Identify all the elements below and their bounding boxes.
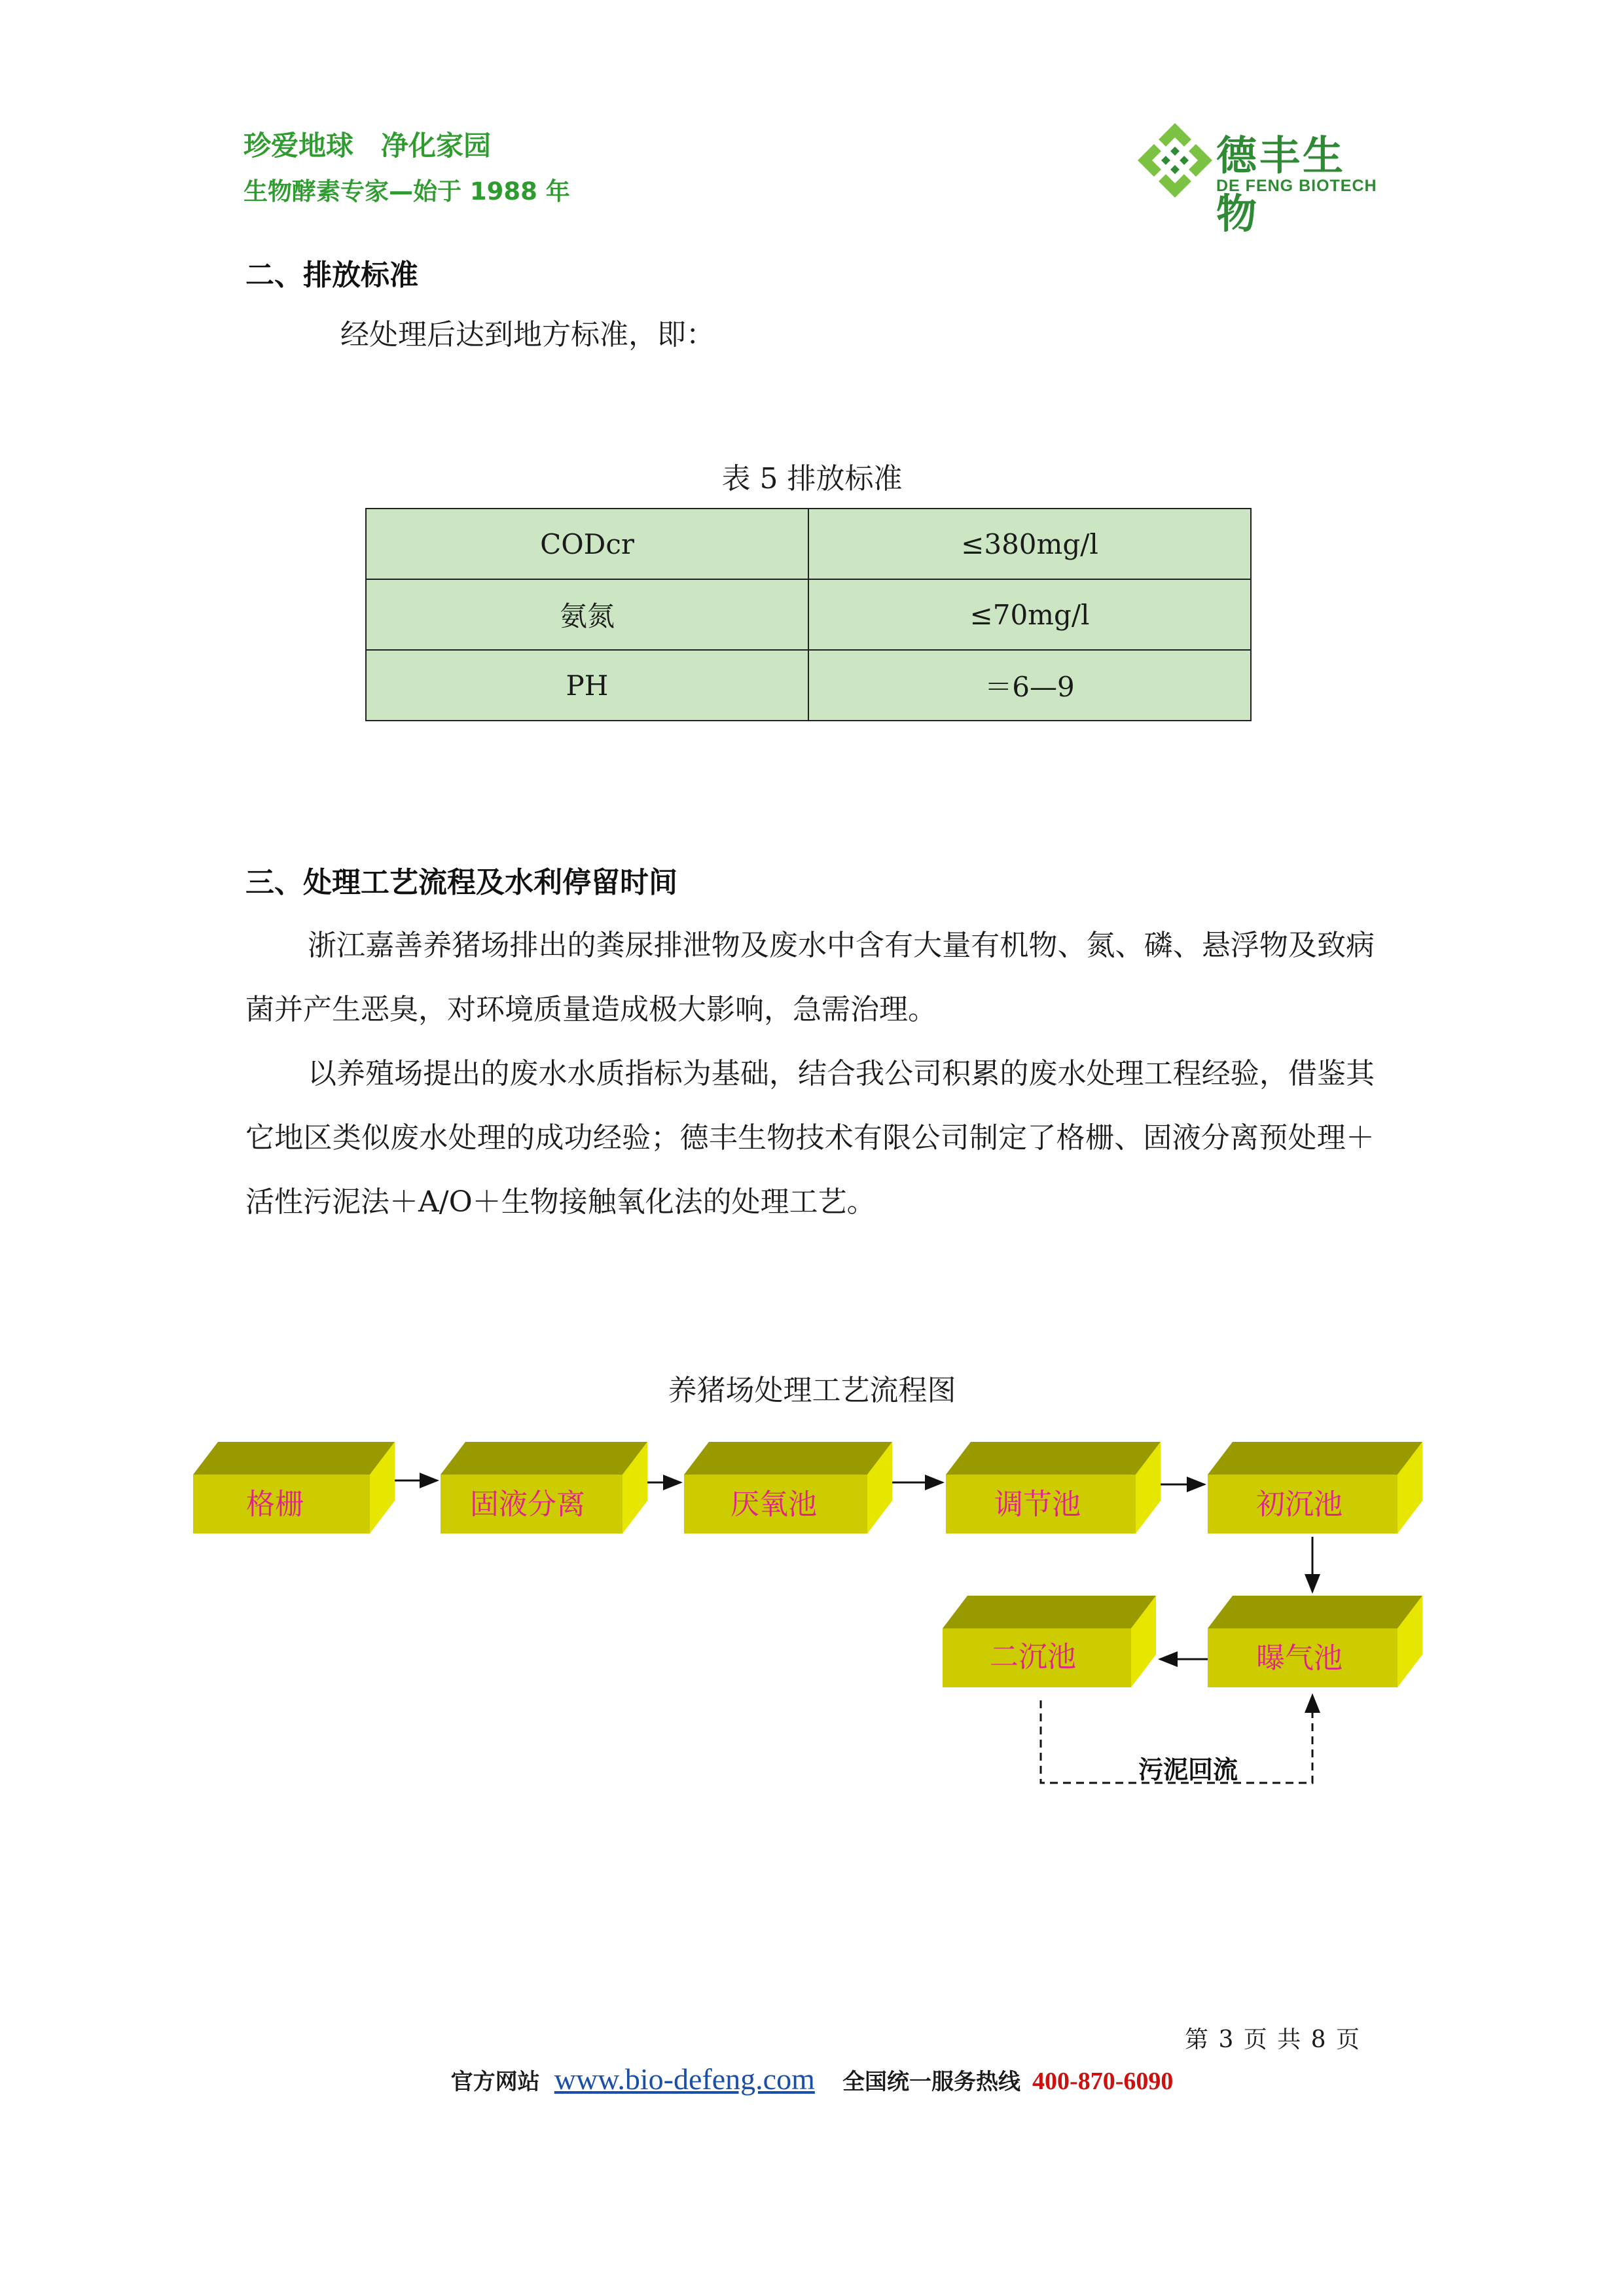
- flow-label: 厌氧池: [731, 1488, 817, 1521]
- hotline-label: 全国统一服务热线: [842, 2069, 1020, 2095]
- table-row: [366, 650, 1251, 721]
- website-link[interactable]: www.bio-defeng.com: [554, 2062, 815, 2096]
- section-3-paragraph-1: 浙江嘉善养猪场排出的粪尿排泄物及废水中含有大量有机物、氮、磷、悬浮物及致病菌并产生恶臭，对环境质量造成极大影响，急需治理。: [245, 929, 1375, 1026]
- hotline-number: 400-870-6090: [1032, 2068, 1174, 2095]
- flow-box-anaerobic-tank: [684, 1442, 892, 1534]
- flow-box-solid-liquid-separation: [441, 1442, 647, 1534]
- sludge-recycle-label: 污泥回流: [1138, 1755, 1238, 1784]
- table-cell-value: ＝6—9: [808, 650, 1251, 721]
- section-3-heading: 三、处理工艺流程及水利停留时间: [245, 866, 677, 899]
- table-cell-param: CODcr: [366, 509, 808, 579]
- flow-box-primary-sedimentation-tank: [1208, 1442, 1422, 1534]
- flow-label: 调节池: [994, 1488, 1081, 1521]
- slogan-line-2: 生物酵素专家—始于 1988 年: [244, 177, 570, 206]
- table-row: [366, 509, 1251, 579]
- flow-box-aeration-tank: [1208, 1596, 1422, 1687]
- page-number: 第 3 页 共 8 页: [1185, 2026, 1362, 2053]
- logo-diamond-icon: [1132, 118, 1218, 203]
- section-2-heading: 二、排放标准: [245, 259, 418, 292]
- footer-contact: [0, 2062, 1624, 2096]
- section-3-paragraph-2: 以养殖场提出的废水水质指标为基础，结合我公司积累的废水处理工程经验，借鉴其它地区类似废水处理的成功经验；德丰生物技术有限公司制定了格栅、固液分离预处理＋活性污泥法＋A/O＋生物接触氧化法的处理工艺。: [245, 1057, 1375, 1219]
- flowchart-title: 养猪场处理工艺流程图: [668, 1374, 956, 1407]
- logo-chinese-name: 德丰生物: [1216, 132, 1346, 238]
- flow-box-regulating-tank: [946, 1442, 1161, 1534]
- slogan-line-1: 珍爱地球 净化家园: [244, 130, 492, 162]
- website-label: 官方网站: [450, 2069, 540, 2095]
- flow-label: 固液分离: [470, 1488, 585, 1521]
- discharge-standard-table: [365, 508, 1252, 721]
- table-caption: 表 5 排放标准: [721, 462, 903, 495]
- table-cell-param: PH: [366, 650, 808, 721]
- company-logo: [1132, 118, 1388, 238]
- table-cell-value: ≤70mg/l: [808, 579, 1251, 650]
- table-row: [366, 579, 1251, 650]
- flow-box-geshan: [193, 1442, 395, 1534]
- flow-label: 二沉池: [990, 1640, 1076, 1674]
- logo-english-name: DE FENG BIOTECH: [1216, 177, 1377, 195]
- flow-label: 曝气池: [1256, 1641, 1343, 1675]
- flow-label: 格栅: [246, 1488, 304, 1521]
- process-flowchart: [0, 1420, 1624, 1813]
- flow-label: 初沉池: [1256, 1488, 1343, 1521]
- table-cell-param: 氨氮: [366, 579, 808, 650]
- section-2-intro: 经处理后达到地方标准，即：: [340, 318, 715, 351]
- table-cell-value: ≤380mg/l: [808, 509, 1251, 579]
- flow-box-secondary-sedimentation-tank: [943, 1596, 1156, 1687]
